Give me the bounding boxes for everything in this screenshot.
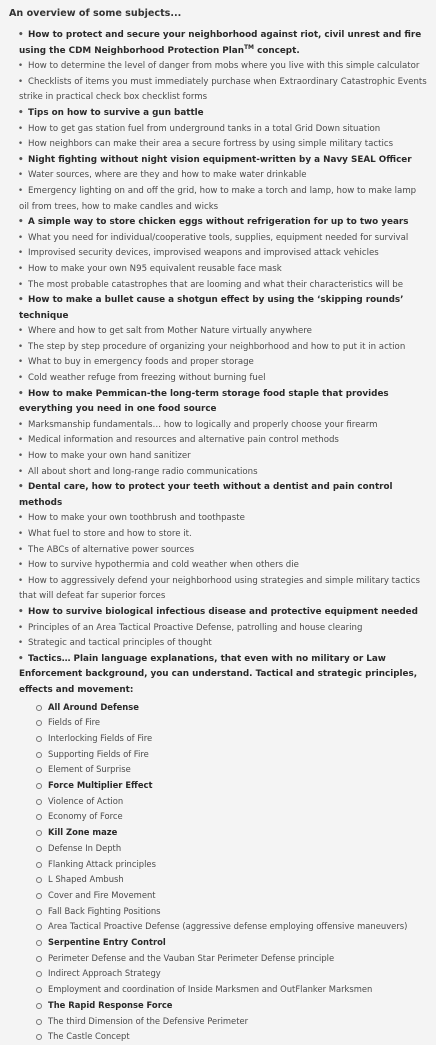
list-item-text: The most probable catastrophes that are looming and what their characteristics will be <box>28 279 404 290</box>
list-item-text: How to get gas station fuel from underground tanks in a total Grid Down situation <box>28 123 381 134</box>
list-item <box>19 75 427 106</box>
sublist-item: Violence of Action <box>36 794 427 810</box>
list-item-text: How to survive hypothermia and cold weather when others die <box>28 560 299 571</box>
list-item <box>19 558 427 574</box>
sublist-item: The Rapid Response Force <box>36 998 427 1014</box>
list-item-text: What to buy in emergency foods and proper storage <box>28 357 254 368</box>
sublist-item: Indirect Approach Strategy <box>36 966 427 982</box>
list-item <box>19 527 427 543</box>
list-item-text: The step by step procedure of organizing your neighborhood and how to put it in action <box>28 341 406 352</box>
list-item-text: Tips on how to survive a gun battle <box>28 107 204 118</box>
list-item-text: How to make your own hand sanitizer <box>28 451 191 462</box>
list-item <box>19 340 427 356</box>
sublist-item: Area Tactical Proactive Defense (aggressive defense employing offensive maneuvers) <box>36 919 427 935</box>
trademark-superscript: TM <box>243 43 255 51</box>
list-item-text: How to aggressively defend your neighborhood using strategies and simple military tactics that will defeat far superior forces <box>19 575 421 602</box>
sublist-item: The third Dimension of the Defensive Perimeter <box>36 1014 427 1030</box>
list-item <box>19 246 427 262</box>
sublist-item: L Shaped Ambush <box>36 872 427 888</box>
list-item <box>19 262 427 278</box>
list-item <box>19 168 427 184</box>
list-item <box>19 387 427 418</box>
list-item-text: How to protect and secure your neighborhood against riot, civil unrest and fire using the CDM Neighborhood Protection Plan <box>19 30 422 56</box>
sublist-item: Interlocking Fields of Fire <box>36 731 427 747</box>
list-item-text: Principles of an Area Tactical Proactive Defense, patrolling and house clearing <box>28 622 363 633</box>
list-item-text: How to make your own toothbrush and toothpaste <box>28 513 245 524</box>
list-item-text: What fuel to store and how to store it. <box>28 529 192 539</box>
list-item-text: How to make a bullet cause a shotgun effect by using the ‘skipping rounds’ technique <box>19 295 404 321</box>
list-item <box>19 59 427 75</box>
sublist-item: All Around Defense <box>36 700 427 716</box>
list-item-text: Water sources, where are they and how to make water drinkable <box>28 170 307 181</box>
list-item <box>19 28 427 59</box>
list-item <box>19 137 427 153</box>
list-item-text: A simple way to store chicken eggs without refrigeration for up to two years <box>28 217 409 228</box>
list-item-text: Emergency lighting on and off the grid, how to make a torch and lamp, how to make lamp oil from trees, how to make candles and wicks <box>19 185 417 212</box>
list-item <box>19 433 427 449</box>
list-item-text: How to survive biological infectious disease and protective equipment needed <box>28 606 418 617</box>
sublist-item: The Castle Concept <box>36 1029 427 1045</box>
list-item-text: Marksmanship fundamentals… how to logically and properly choose your firearm <box>28 419 378 430</box>
sublist-item: Element of Surprise <box>36 762 427 778</box>
list-item <box>19 605 427 621</box>
sublist-item: Flanking Attack principles <box>36 857 427 873</box>
list-item <box>19 511 427 527</box>
list-item <box>19 184 427 215</box>
list-item <box>19 574 427 605</box>
sublist-item: Defense In Depth <box>36 841 427 857</box>
list-item <box>19 449 427 465</box>
list-item-text: Night fighting without night vision equipment-written by a Navy SEAL Officer <box>28 154 412 165</box>
sublist-item: Fields of Fire <box>36 715 427 731</box>
list-item <box>19 355 427 371</box>
sublist-item: Fall Back Fighting Positions <box>36 904 427 920</box>
sublist-item: Employment and coordination of Inside Marksmen and OutFlanker Marksmen <box>36 982 427 998</box>
list-item-text: Strategic and tactical principles of thought <box>28 638 212 649</box>
list-item <box>19 636 427 652</box>
list-item <box>19 652 427 1045</box>
list-item-text-suffix: concept. <box>254 45 300 56</box>
sublist-item: Economy of Force <box>36 809 427 825</box>
tactics-sublist <box>19 700 427 1045</box>
list-item <box>19 371 427 387</box>
list-item-text: Checklists of items you must immediately purchase when Extraordinary Catastrophic Events strike in practical check box checklist forms <box>19 76 427 103</box>
sublist-item: Cover and Fire Movement <box>36 888 427 904</box>
list-item <box>19 543 427 559</box>
list-item-text: Improvised security devices, improvised weapons and improvised attack vehicles <box>28 248 379 259</box>
list-item <box>19 621 427 637</box>
list-item-text: How to make Pemmican-the long-term storage food staple that provides everything you need in one food source <box>19 388 389 415</box>
sublist-item: Serpentine Entry Control <box>36 935 427 951</box>
list-item-text: Cold weather refuge from freezing without burning fuel <box>28 373 266 384</box>
list-item <box>19 215 427 231</box>
list-item <box>19 293 427 324</box>
list-item <box>19 465 427 481</box>
section-heading: An overview of some subjects... <box>9 8 182 19</box>
list-item-text: Where and how to get salt from Mother Nature virtually anywhere <box>28 326 312 337</box>
sublist-item: Supporting Fields of Fire <box>36 747 427 763</box>
subjects-list <box>9 28 427 1045</box>
list-item-text: Medical information and resources and alternative pain control methods <box>28 435 339 446</box>
sublist-item: Force Multiplier Effect <box>36 778 427 794</box>
list-item-text: The ABCs of alternative power sources <box>28 544 195 555</box>
sublist-item: Kill Zone maze <box>36 825 427 841</box>
list-item-text: Tactics… Plain language explanations, that even with no military or Law Enforcement background, you can understand. Tactical and strategic principles, effects and movement: <box>19 653 418 695</box>
list-item <box>19 106 427 122</box>
list-item <box>19 231 427 247</box>
list-item <box>19 122 427 138</box>
list-item-text: How to determine the level of danger from mobs where you live with this simple calculator <box>28 61 420 72</box>
list-item-text: All about short and long-range radio communications <box>28 466 258 477</box>
list-item-text: Dental care, how to protect your teeth without a dentist and pain control methods <box>19 482 393 508</box>
list-item <box>19 418 427 434</box>
list-item-text: How neighbors can make their area a secure fortress by using simple military tactics <box>28 139 394 150</box>
list-item-text: How to make your own N95 equivalent reusable face mask <box>28 263 282 274</box>
list-item-text: What you need for individual/cooperative tools, supplies, equipment needed for survival <box>28 232 409 243</box>
sublist-item: Perimeter Defense and the Vauban Star Perimeter Defense principle <box>36 951 427 967</box>
list-item <box>19 278 427 294</box>
list-item <box>19 153 427 169</box>
list-item <box>19 480 427 511</box>
list-item <box>19 324 427 340</box>
